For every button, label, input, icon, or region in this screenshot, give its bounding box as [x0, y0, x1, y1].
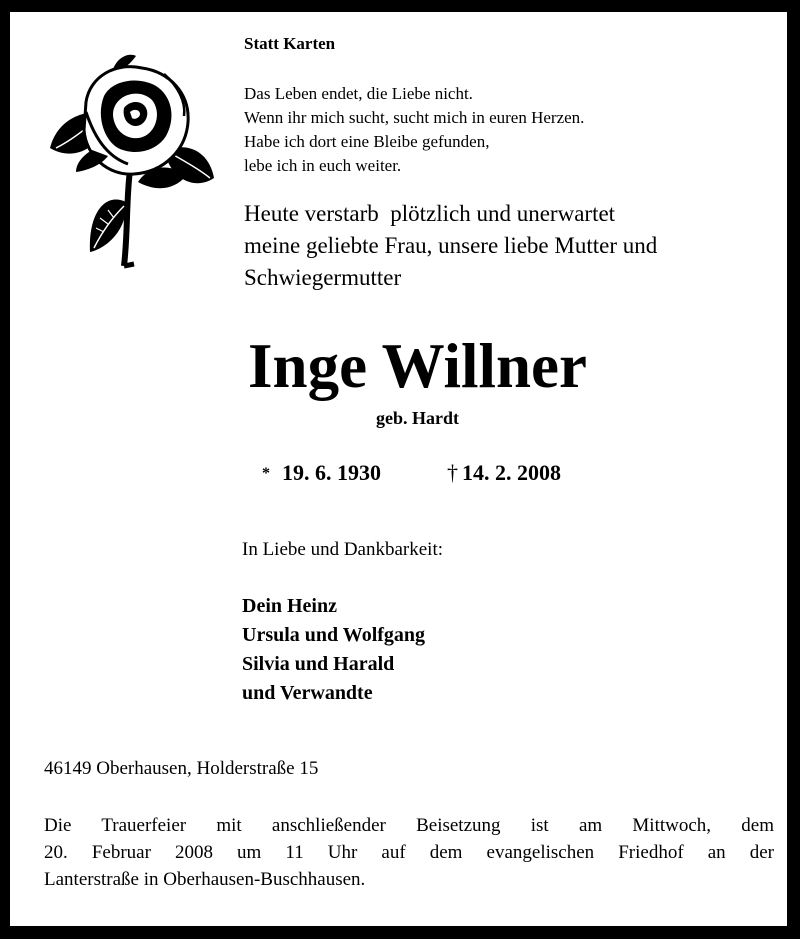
announcement-intro — [244, 198, 657, 294]
mourner: Silvia und Harald — [242, 653, 395, 675]
funeral-line: 20. Februar 2008 um 11 Uhr auf dem evangelischen Friedhof an der — [44, 842, 774, 863]
poem-line: Das Leben endet, die Liebe nicht. — [244, 84, 473, 103]
funeral-line: Die Trauerfeier mit anschließender Beisetzung ist am Mittwoch, dem — [44, 815, 774, 836]
poem-line: lebe ich in euch weiter. — [244, 156, 402, 175]
mourner: und Verwandte — [242, 682, 373, 704]
death-date: 14. 2. 2008 — [462, 460, 561, 485]
birth-star-icon: * — [262, 465, 270, 482]
poem-line: Habe ich dort eine Bleibe gefunden, — [244, 132, 490, 151]
death-date-line — [447, 460, 561, 486]
intro-line: Schwiegermutter — [244, 265, 402, 290]
intro-line: Heute verstarb plötzlich und unerwartet — [244, 201, 616, 226]
birth-date-line — [262, 460, 381, 486]
thanks-line: In Liebe und Dankbarkeit: — [242, 539, 444, 560]
intro-line: meine geliebte Frau, unsere liebe Mutter und — [244, 233, 658, 258]
funeral-info — [44, 812, 774, 893]
poem — [244, 82, 584, 178]
birth-date: 19. 6. 1930 — [282, 460, 381, 485]
rose-icon — [46, 52, 216, 270]
statt-karten-header: Statt Karten — [244, 34, 336, 53]
address: 46149 Oberhausen, Holderstraße 15 — [44, 758, 319, 779]
maiden-name: geb. Hardt — [376, 408, 459, 428]
mourner: Ursula und Wolfgang — [242, 624, 426, 646]
poem-line: Wenn ihr mich sucht, sucht mich in euren Herzen. — [244, 108, 585, 127]
death-cross-icon: † — [447, 460, 458, 485]
mourner: Dein Heinz — [242, 595, 337, 617]
mourners-list — [242, 592, 425, 708]
deceased-name: Inge Willner — [248, 331, 587, 401]
funeral-line: Lanterstraße in Oberhausen-Buschhausen. — [44, 869, 366, 890]
